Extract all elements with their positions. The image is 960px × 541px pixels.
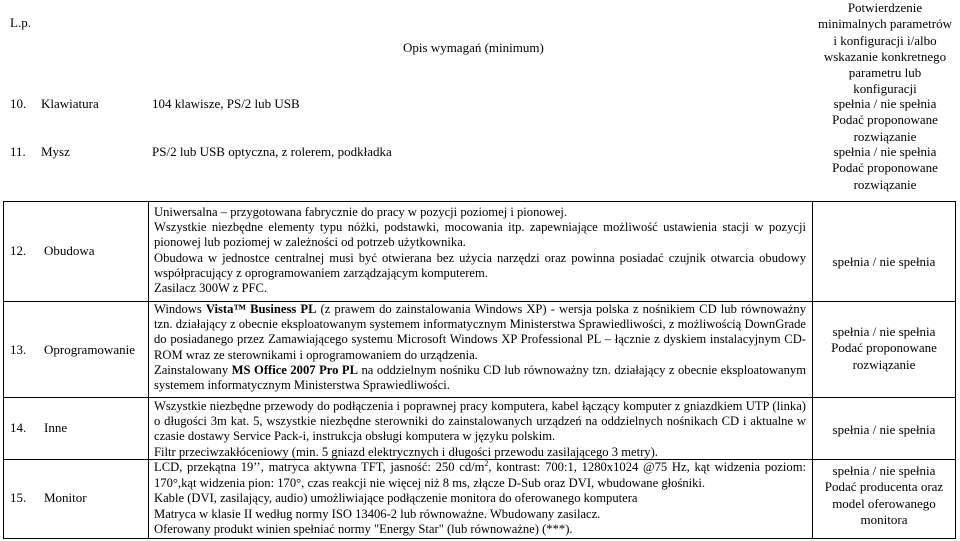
- row-status-line: spełnia / nie spełnia: [832, 422, 936, 437]
- table-border-bottom: [3, 538, 956, 539]
- superscript: 2: [484, 458, 489, 468]
- table-border-right: [955, 201, 956, 539]
- row-status: [810, 96, 960, 145]
- confirmation-header-line: parametru lub: [848, 65, 922, 81]
- confirmation-header-line: konfiguracji: [853, 81, 917, 97]
- description-paragraph: LCD, przekątna 19’’, matryca aktywna TFT, jasność: 250 $cd/m^2$, kontrast: 700:1, 1280x1024 @75 Hz, kąt widzenia poziom: 170°,kąt widzenia pion: 170°, czas reakcji nie więcej niż 8 ms, złącze D-Sub oraz DVI, wbudowane głośniki.: [154, 458, 806, 490]
- row-name: Inne: [44, 420, 68, 435]
- row-name: Mysz: [41, 144, 70, 159]
- description-paragraph: Windows Vista™ Business PL (z prawem do zainstalowania Windows XP) - wersja polska z nośnikiem CD lub równoważny tzn. działający z obecnie eksploatowanym systemem informatycznym Ministerstwa Sprawiedliwości, z możliwością DownGrade do posiadanego przez Zamawiającego systemu Microsoft Windows XP Professional PL – łącznie z dyskiem instalacyjnym CD-ROM wraz ze sterownikami i oprogramowaniem do urządzenia.: [154, 302, 807, 362]
- row-name: Klawiatura: [41, 96, 99, 111]
- row-status-line: spełnia / nie spełnia: [833, 96, 937, 111]
- confirmation-header-line: wskazanie konkretnego: [823, 48, 947, 64]
- row-status-line: model oferowanego: [832, 495, 936, 511]
- office-name: MS Office 2007 Pro PL: [231, 362, 359, 377]
- row-status-line: spełnia / nie spełnia: [832, 463, 936, 478]
- row-status-line: monitora: [860, 511, 908, 527]
- row-name: Monitor: [44, 490, 87, 505]
- table-row: [4, 202, 955, 301]
- description-paragraph: Kable (DVI, zasilający, audio) umożliwiające podłączenie monitora do oferowanego komputera: [154, 491, 638, 506]
- row-status-line: spełnia / nie spełnia: [832, 324, 936, 339]
- row-status-line: Podać proponowane: [832, 160, 938, 176]
- table-row: [0, 96, 960, 144]
- requirements-header: Opis wymagań (minimum): [403, 40, 544, 55]
- confirmation-header-line: i konfiguracji i/albo: [833, 32, 937, 48]
- confirmation-header-line: minimalnych parametrów: [818, 16, 952, 32]
- row-status: [813, 463, 955, 528]
- confirmation-header-line: Potwierdzenie: [847, 0, 923, 15]
- row-description: [154, 302, 806, 393]
- table-row: [0, 144, 960, 194]
- confirmation-header: [810, 0, 960, 98]
- row-description: [154, 205, 806, 296]
- row-status: [813, 254, 955, 270]
- description-paragraph: Matryca w klasie II według normy ISO 13406-2 lub równoważne. Wbudowany zasilacz.: [154, 506, 601, 521]
- os-name: Vista™ Business PL: [205, 302, 317, 316]
- row-spec: 104 klawisze, PS/2 lub USB: [152, 96, 300, 111]
- table-row: [4, 398, 955, 459]
- row-status-line: rozwiązanie: [853, 128, 917, 144]
- row-status-line: spełnia / nie spełnia: [832, 254, 936, 269]
- row-number: 15.: [10, 490, 27, 505]
- description-paragraph: Wszystkie niezbędne przewody do podłączenia i poprawnej pracy komputera, kabel łączący komputer z gniazdkiem UTP (linka) o długości 3m kat. 5, wszystkie niezbędne sterowniki do zainstalowanych urządzeń na oddzielnych nośnikach CD i aktualne w czasie dostawy Service Pack-i, instrukcja obsługi komputera w języku polskim.: [154, 399, 806, 444]
- table-row: [4, 460, 955, 538]
- description-paragraph: Filtr przeciwzakłóceniowy (min. 5 gniazd elektrycznych i długości przewodu zasilającego 3 metry).: [154, 444, 658, 459]
- row-number: 10.: [10, 96, 27, 111]
- row-number: 12.: [10, 243, 27, 258]
- row-status-line: Podać proponowane: [832, 112, 938, 128]
- row-name: Oprogramowanie: [44, 342, 135, 357]
- row-description: [154, 399, 806, 460]
- description-paragraph: Wszystkie niezbędne elementy typu nóżki, podstawki, mocowania itp. zapewniające możliwość ustawienia stacji w pozycji pionowej lub poziomej w zależności od potrzeb użytkownika.: [154, 220, 806, 250]
- description-paragraph: Uniwersalna – przygotowana fabrycznie do pracy w pozycji poziomej i pionowej.: [154, 205, 568, 219]
- row-status: [813, 422, 955, 438]
- row-status-line: Podać proponowane: [831, 340, 937, 356]
- description-paragraph: Zainstalowany MS Office 2007 Pro PL na oddzielnym nośniku CD lub równoważny tzn. działający z obecnie eksploatowanym systemem informatycznym Ministerstwa Sprawiedliwości.: [154, 362, 806, 393]
- description-paragraph: Zasilacz 300W z PFC.: [154, 281, 268, 296]
- row-status-line: Podać producenta oraz: [824, 479, 944, 495]
- row-number: 11.: [10, 144, 26, 159]
- row-name: Obudowa: [44, 243, 95, 258]
- row-number: 13.: [10, 342, 27, 357]
- row-status-line: rozwiązanie: [852, 356, 916, 372]
- row-number: 14.: [10, 420, 27, 435]
- table-row: [4, 302, 955, 397]
- row-status: [810, 144, 960, 193]
- row-description: [154, 460, 806, 538]
- row-status: [813, 324, 955, 373]
- row-status-line: rozwiązanie: [853, 176, 917, 192]
- description-paragraph: Oferowany produkt winien spełniać normy "Energy Star" (lub równoważne) (***).: [154, 522, 573, 537]
- description-paragraph: Obudowa w jednostce centralnej musi być otwierana bez użycia narzędzi oraz powinna posiadać czujnik otwarcia obudowy współpracujący z oprogramowaniem zarządzającym komputerem.: [154, 250, 806, 280]
- row-spec: PS/2 lub USB optyczna, z rolerem, podkładka: [152, 144, 392, 159]
- row-status-line: spełnia / nie spełnia: [833, 144, 937, 159]
- lp-header: L.p.: [10, 15, 31, 30]
